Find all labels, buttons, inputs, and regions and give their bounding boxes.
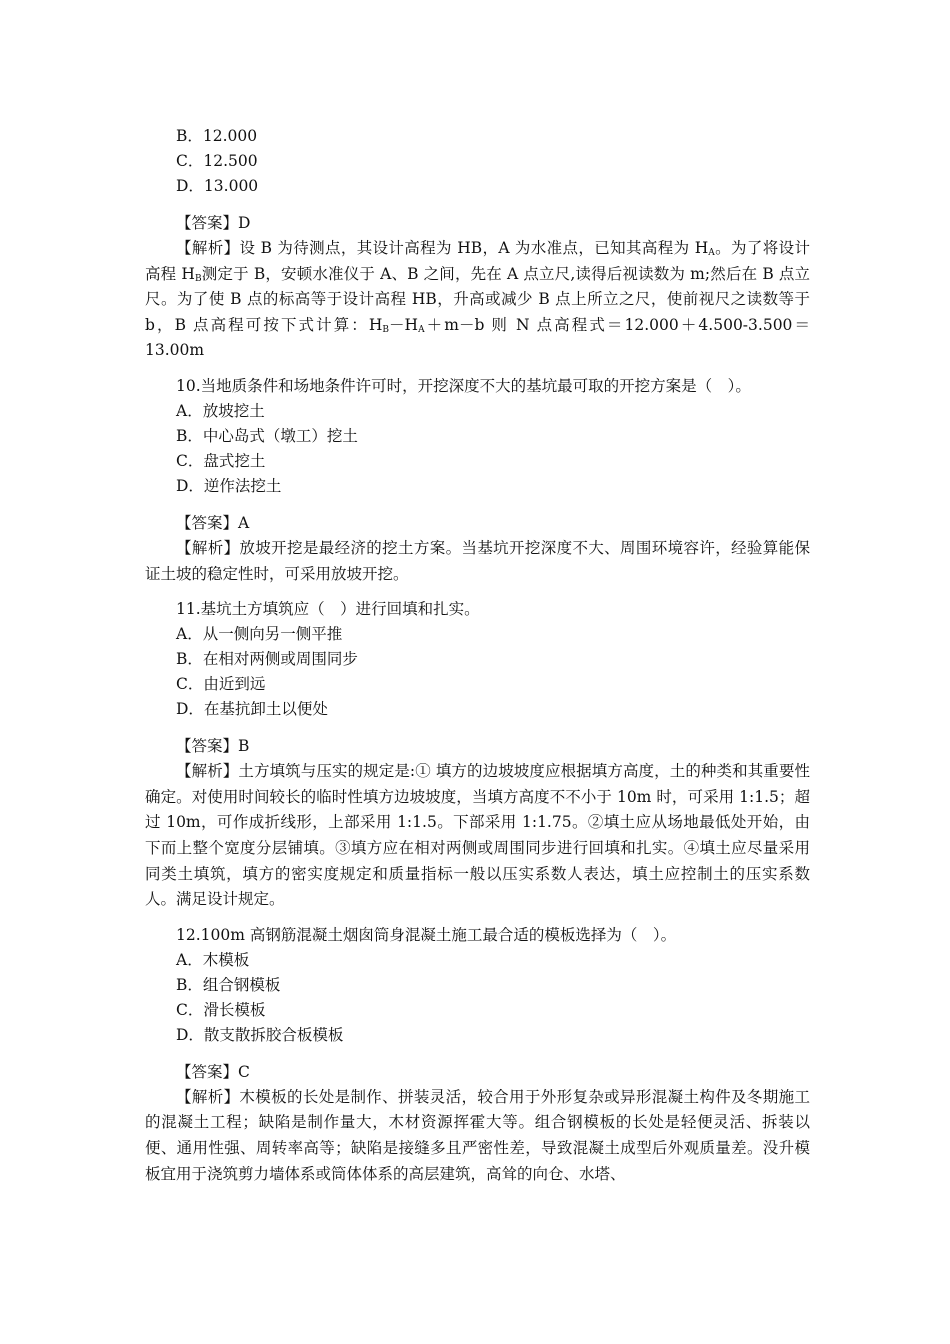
analysis-paragraph: 【解析】土方填筑与压实的规定是:① 填方的边坡坡度应根据填方高度，土的种类和其重要性确定。对使用时间较长的临时性填方边坡坡度，当填方高度不不小于 10m 时，可采用 1:1.5；超过 10m，可作成折线形，上部采用 1:1.5。下部采用 1:1.75。②填土应从场地最低处开始，由下而上整个宽度分层铺填。③填方应在相对两侧或周围同步进行回填和扎实。④填土应尽量采用同类土填筑，填方的密实度规定和质量指标一般以压实系数人表达，填土应控制土的压实系数人。满足设计规定。 <box>145 762 810 909</box>
option-a: A．木模板 <box>176 950 250 969</box>
option-b: B．在相对两侧或周围同步 <box>176 650 358 669</box>
question-10: 10.当地质条件和场地条件许可时，开挖深度不大的基坑最可取的开挖方案是（ ）。 <box>176 376 751 395</box>
option-c: C．由近到远 <box>176 675 266 694</box>
page-content <box>145 124 810 1187</box>
option-d: D．逆作法挖土 <box>176 476 282 495</box>
question-12: 12.100m 高钢筋混凝土烟囱筒身混凝土施工最合适的模板选择为（ ）。 <box>176 925 677 944</box>
option-c: C．12.500 <box>176 152 258 170</box>
option-b: B．中心岛式（墩工）挖土 <box>176 426 358 445</box>
answer-label: 【答案】B <box>176 737 250 756</box>
option-a: A．从一侧向另一侧平推 <box>176 625 343 644</box>
option-c: C．盘式挖土 <box>176 451 266 470</box>
option-b: B．12.000 <box>176 127 258 145</box>
answer-label: 【答案】A <box>176 513 250 532</box>
option-a: A．放坡挖土 <box>176 401 265 420</box>
analysis-paragraph: 【解析】设 B 为待测点，其设计高程为 HB，A 为水准点，已知其高程为 $H_A$。为了将设计高程 $H_B$测定于 B，安顿水准仪于 A、B 之间，先在 A 点立尺,读得后视读数为 m;然后在 B 点立尺。为了使 B 点的标高等于设计高程 HB，升高或减少 B 点上所立之尺，使前视尺之读数等于 b，B 点高程可按下式计算：$H_B-H_A+m-b$ 则 N 点高程式＝12.000＋4.500-3.500＝13.00m <box>145 239 811 360</box>
option-d: D．散支散拆胶合板模板 <box>176 1025 344 1044</box>
option-c: C．滑长模板 <box>176 1000 266 1019</box>
question-11: 11.基坑土方填筑应（ ）进行回填和扎实。 <box>176 600 480 619</box>
analysis-paragraph: 【解析】木模板的长处是制作、拼装灵活，较合用于外形复杂或异形混凝土构件及冬期施工的混凝土工程；缺陷是制作量大，木材资源挥霍大等。组合钢模板的长处是轻便灵活、拆装以便、通用性强、周转率高等；缺陷是接缝多且严密性差，导致混凝土成型后外观质量差。没升模板宜用于浇筑剪力墙体系或筒体体系的高层建筑，高耸的向仓、水塔、 <box>145 1087 810 1183</box>
answer-label: 【答案】D <box>176 214 251 232</box>
option-d: D．在基抗卸土以便处 <box>176 700 328 719</box>
answer-label: 【答案】C <box>176 1062 250 1081</box>
option-d: D．13.000 <box>176 177 259 195</box>
analysis-paragraph: 【解析】放坡开挖是最经济的挖土方案。当基坑开挖深度不大、周围环境容许，经验算能保证土坡的稳定性时，可采用放坡开挖。 <box>145 538 810 583</box>
option-b: B．组合钢模板 <box>176 975 281 994</box>
